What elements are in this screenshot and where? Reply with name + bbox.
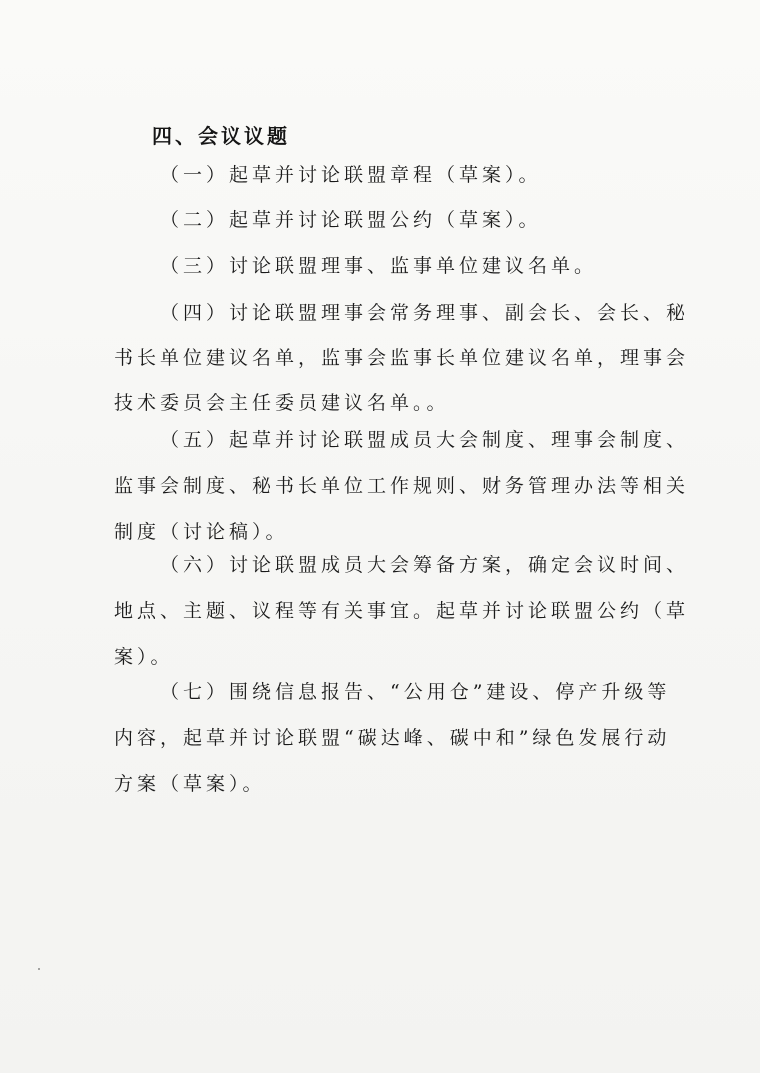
agenda-item-line: （三）讨论联盟理事、监事单位建议名单。 xyxy=(160,255,598,277)
scan-speck xyxy=(38,968,40,970)
agenda-item-line: 地点、主题、议程等有关事宜。起草并讨论联盟公约（草 xyxy=(114,600,690,622)
agenda-item-line: 方案（草案）。 xyxy=(114,773,266,795)
agenda-item-line: （六）讨论联盟成员大会筹备方案，确定会议时间、 xyxy=(160,554,690,576)
agenda-item-line: （五）起草并讨论联盟成员大会制度、理事会制度、 xyxy=(160,429,690,451)
section-title: 四、会议议题 xyxy=(152,124,290,148)
agenda-item-4 xyxy=(114,303,689,414)
agenda-item-line: 监事会制度、秘书长单位工作规则、财务管理办法等相关 xyxy=(114,475,690,497)
agenda-item-line: 书长单位建议名单，监事会监事长单位建议名单，理事会 xyxy=(114,347,690,369)
agenda-item-6 xyxy=(114,555,689,668)
agenda-item-line: （一）起草并讨论联盟章程（草案）。 xyxy=(160,164,542,186)
agenda-item-line: 案）。 xyxy=(114,646,174,668)
agenda-item-line: （七）围绕信息报告、“公用仓”建设、停产升级等 xyxy=(160,681,671,703)
agenda-item-3 xyxy=(114,256,597,277)
agenda-item-line: 技术委员会主任委员建议名单。。 xyxy=(114,392,450,414)
agenda-item-line: （二）起草并讨论联盟公约（草案）。 xyxy=(160,209,542,231)
agenda-item-line: （四）讨论联盟理事会常务理事、副会长、会长、秘 xyxy=(160,302,690,324)
agenda-item-2 xyxy=(114,210,542,231)
agenda-item-line: 制度（讨论稿）。 xyxy=(114,521,289,543)
agenda-item-line: 内容，起草并讨论联盟“碳达峰、碳中和”绿色发展行动 xyxy=(114,727,671,749)
agenda-item-1 xyxy=(114,165,542,186)
agenda-item-7 xyxy=(114,682,670,795)
agenda-item-5 xyxy=(114,430,689,543)
